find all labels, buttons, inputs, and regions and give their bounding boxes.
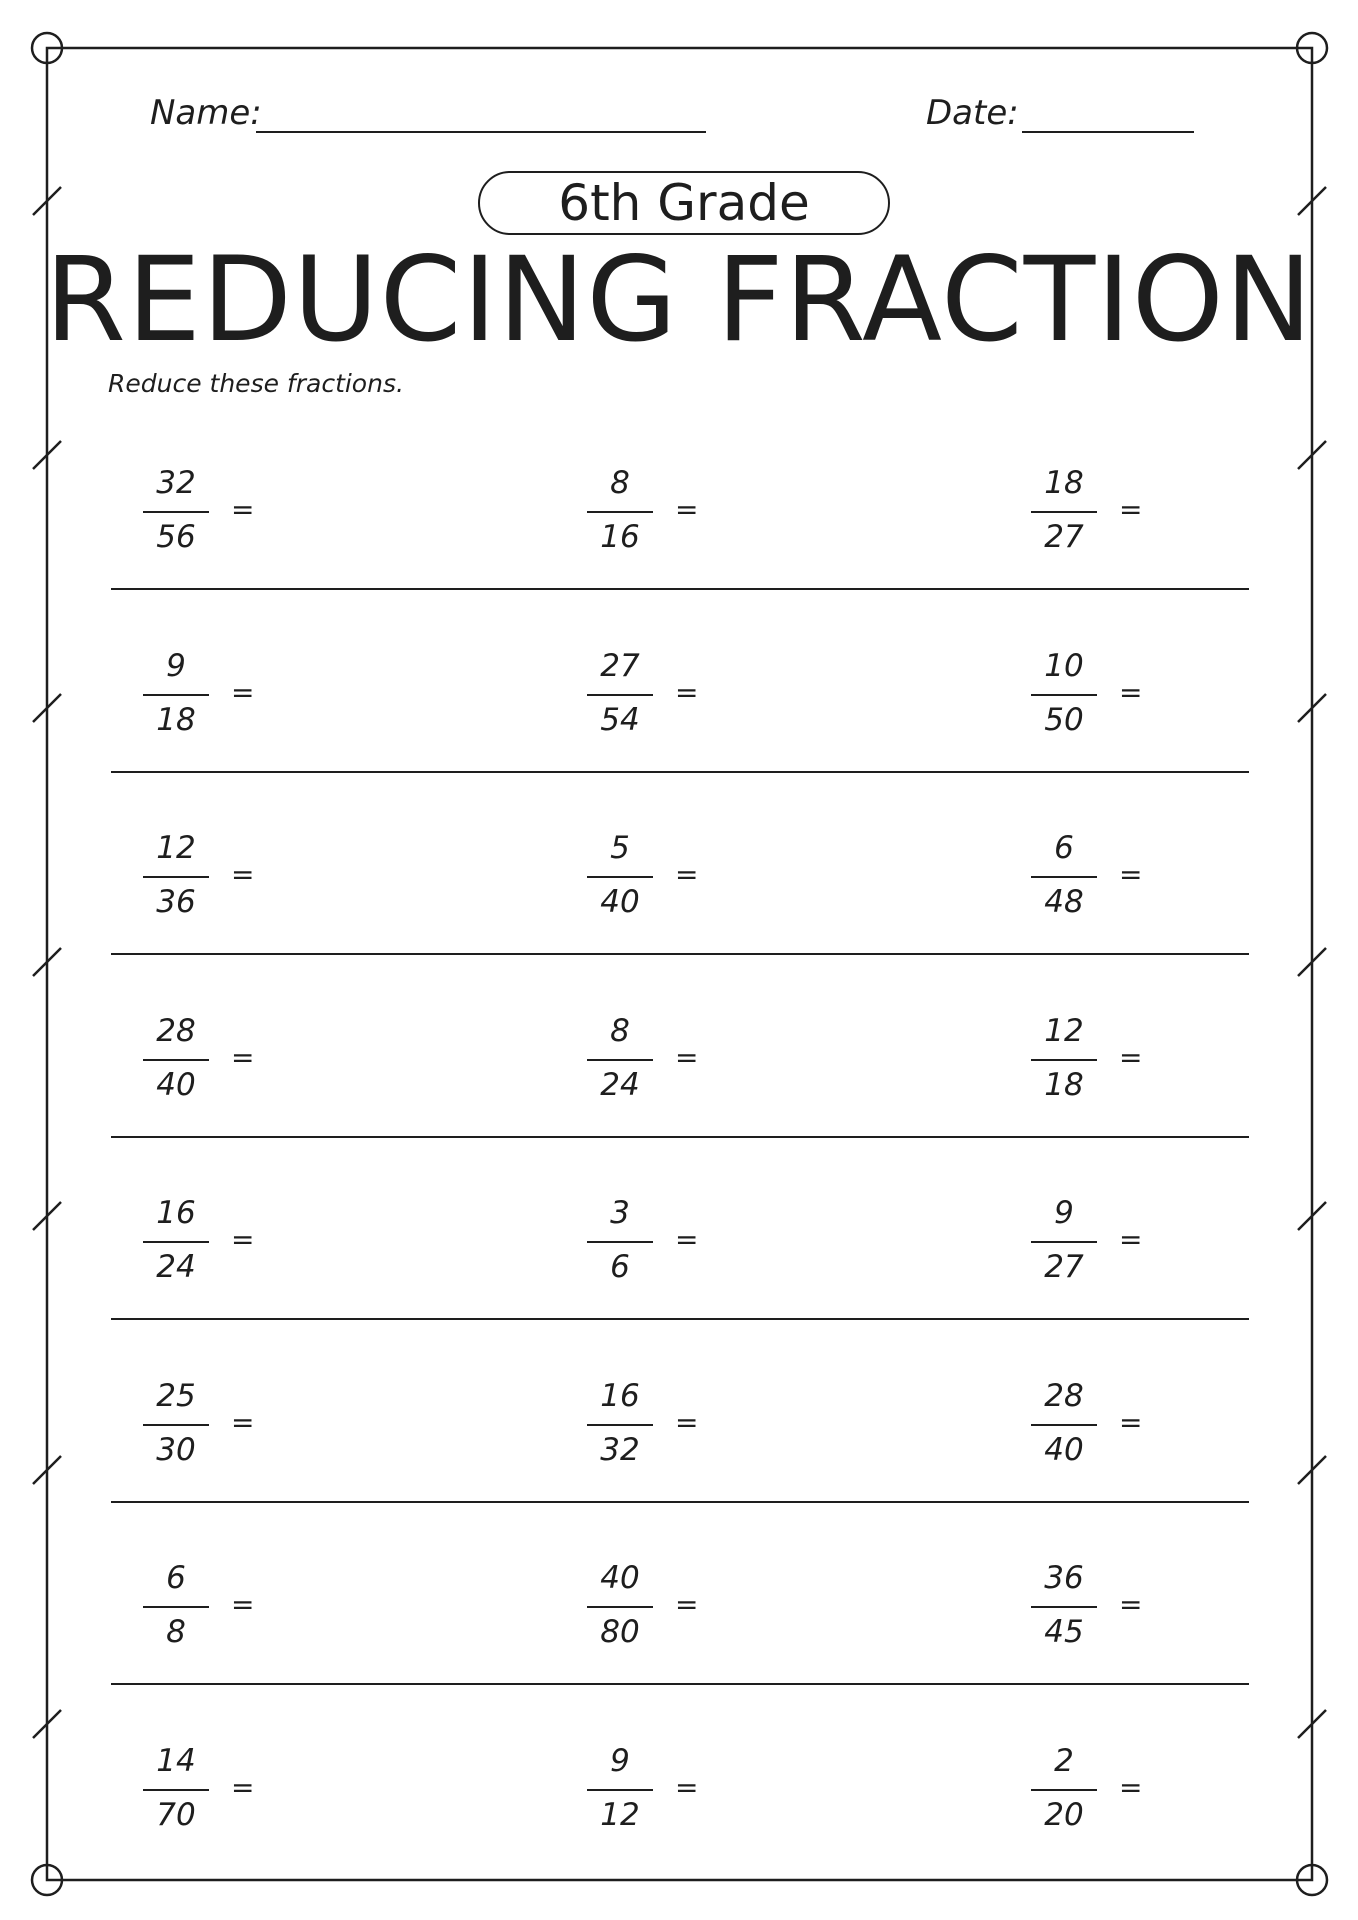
denominator: 54 xyxy=(600,701,640,738)
fraction-problem xyxy=(1029,1708,1229,1838)
numerator: 28 xyxy=(156,1012,196,1049)
fraction xyxy=(141,430,211,560)
problem-row xyxy=(0,1343,1358,1525)
denominator: 40 xyxy=(1044,1431,1084,1468)
numerator: 2 xyxy=(1054,1742,1074,1779)
date-label: Date: xyxy=(926,93,1019,133)
fraction xyxy=(1029,613,1099,743)
name-label: Name: xyxy=(150,93,262,133)
equals-sign: = xyxy=(231,1040,255,1074)
denominator: 24 xyxy=(156,1249,196,1285)
equals-sign: = xyxy=(675,858,699,891)
numerator: 3 xyxy=(610,1195,630,1231)
equals-sign: = xyxy=(231,493,255,526)
fraction-problem xyxy=(585,978,785,1108)
fraction-problem xyxy=(585,613,785,743)
name-field[interactable] xyxy=(256,131,706,133)
fraction-problem xyxy=(1029,1343,1229,1473)
equals-sign: = xyxy=(675,1040,699,1074)
fraction-problem xyxy=(141,613,341,743)
denominator: 50 xyxy=(1044,701,1084,738)
fraction xyxy=(585,978,655,1108)
fraction-problem xyxy=(1029,1160,1229,1290)
fraction-problem xyxy=(141,1708,341,1838)
fraction-problem xyxy=(1029,795,1229,925)
equals-sign: = xyxy=(1119,493,1143,526)
row-divider xyxy=(111,1501,1249,1503)
numerator: 12 xyxy=(1044,1012,1084,1049)
denominator: 40 xyxy=(600,884,640,920)
fraction-bar xyxy=(587,1424,653,1426)
fraction-bar xyxy=(143,1789,209,1791)
denominator: 36 xyxy=(156,884,196,920)
fraction-problem xyxy=(585,430,785,560)
denominator: 40 xyxy=(156,1066,196,1103)
fraction-problem xyxy=(1029,430,1229,560)
fraction-problem xyxy=(141,1343,341,1473)
fraction-problem xyxy=(585,795,785,925)
denominator: 20 xyxy=(1044,1796,1084,1833)
fraction-problem xyxy=(585,1525,785,1655)
fraction-bar xyxy=(587,1606,653,1608)
fraction-bar xyxy=(143,1059,209,1061)
denominator: 6 xyxy=(610,1249,630,1285)
fraction-bar xyxy=(1031,694,1097,696)
equals-sign: = xyxy=(231,1405,255,1439)
problem-row xyxy=(0,1708,1358,1890)
row-divider xyxy=(111,1136,1249,1138)
equals-sign: = xyxy=(675,1770,699,1804)
equals-sign: = xyxy=(1119,675,1143,709)
fraction xyxy=(585,1708,655,1838)
fraction xyxy=(585,1525,655,1655)
equals-sign: = xyxy=(1119,1405,1143,1439)
equals-sign: = xyxy=(231,1223,255,1256)
fraction xyxy=(141,1708,211,1838)
equals-sign: = xyxy=(1119,1588,1143,1621)
denominator: 48 xyxy=(1044,884,1084,920)
numerator: 10 xyxy=(1044,647,1084,684)
fraction xyxy=(585,430,655,560)
problem-row xyxy=(0,795,1358,977)
fraction xyxy=(141,795,211,925)
denominator: 12 xyxy=(600,1796,640,1833)
numerator: 16 xyxy=(600,1377,640,1414)
denominator: 45 xyxy=(1044,1614,1084,1650)
fraction-bar xyxy=(587,511,653,513)
fraction-problem xyxy=(141,795,341,925)
denominator: 56 xyxy=(156,519,196,555)
fraction xyxy=(585,1160,655,1290)
fraction xyxy=(141,1343,211,1473)
equals-sign: = xyxy=(231,1588,255,1621)
fraction-bar xyxy=(143,876,209,878)
equals-sign: = xyxy=(675,1588,699,1621)
denominator: 30 xyxy=(156,1431,196,1468)
fraction-problem xyxy=(141,430,341,560)
fraction xyxy=(1029,795,1099,925)
left-border-tick xyxy=(33,187,61,215)
fraction-bar xyxy=(1031,1059,1097,1061)
fraction-bar xyxy=(143,1606,209,1608)
denominator: 24 xyxy=(600,1066,640,1103)
fraction xyxy=(1029,1525,1099,1655)
row-divider xyxy=(111,588,1249,590)
fraction xyxy=(1029,430,1099,560)
fraction-problem xyxy=(585,1343,785,1473)
fraction-bar xyxy=(1031,1241,1097,1243)
fraction xyxy=(141,1160,211,1290)
fraction-bar xyxy=(587,1059,653,1061)
equals-sign: = xyxy=(231,858,255,891)
numerator: 8 xyxy=(610,465,630,501)
denominator: 32 xyxy=(600,1431,640,1468)
numerator: 14 xyxy=(156,1742,196,1779)
equals-sign: = xyxy=(1119,1770,1143,1804)
fraction-bar xyxy=(143,511,209,513)
numerator: 40 xyxy=(600,1560,640,1596)
problem-row xyxy=(0,978,1358,1160)
fraction xyxy=(1029,978,1099,1108)
fraction-problem xyxy=(1029,978,1229,1108)
fraction-bar xyxy=(143,1424,209,1426)
fraction xyxy=(1029,1343,1099,1473)
numerator: 32 xyxy=(156,465,196,501)
numerator: 6 xyxy=(166,1560,186,1596)
numerator: 5 xyxy=(610,830,630,866)
equals-sign: = xyxy=(675,493,699,526)
fraction-bar xyxy=(143,1241,209,1243)
fraction-problem xyxy=(1029,1525,1229,1655)
fraction-bar xyxy=(587,876,653,878)
numerator: 25 xyxy=(156,1377,196,1414)
numerator: 9 xyxy=(166,647,186,684)
row-divider xyxy=(111,1683,1249,1685)
numerator: 36 xyxy=(1044,1560,1084,1596)
row-divider xyxy=(111,953,1249,955)
fraction xyxy=(585,1343,655,1473)
fraction xyxy=(141,613,211,743)
problem-row xyxy=(0,613,1358,795)
problem-row xyxy=(0,1160,1358,1342)
problem-row xyxy=(0,1525,1358,1707)
fraction-bar xyxy=(143,694,209,696)
equals-sign: = xyxy=(675,1223,699,1256)
equals-sign: = xyxy=(1119,858,1143,891)
denominator: 8 xyxy=(166,1614,186,1650)
grade-badge: 6th Grade xyxy=(478,171,890,235)
corner-circle-top-right xyxy=(1297,33,1327,63)
fraction xyxy=(141,978,211,1108)
equals-sign: = xyxy=(1119,1040,1143,1074)
worksheet-title: REDUCING FRACTION xyxy=(44,231,1314,368)
equals-sign: = xyxy=(231,1770,255,1804)
fraction-bar xyxy=(587,694,653,696)
equals-sign: = xyxy=(675,1405,699,1439)
fraction xyxy=(141,1525,211,1655)
fraction-bar xyxy=(587,1241,653,1243)
fraction-problem xyxy=(141,1160,341,1290)
denominator: 18 xyxy=(156,701,196,738)
fraction-problem xyxy=(1029,613,1229,743)
fraction-bar xyxy=(1031,876,1097,878)
denominator: 16 xyxy=(600,519,640,555)
denominator: 27 xyxy=(1044,1249,1084,1285)
denominator: 80 xyxy=(600,1614,640,1650)
fraction-bar xyxy=(1031,1606,1097,1608)
instructions: Reduce these fractions. xyxy=(108,369,404,398)
numerator: 9 xyxy=(610,1742,630,1779)
numerator: 18 xyxy=(1044,465,1084,501)
corner-circle-top-left xyxy=(32,33,62,63)
right-border-tick xyxy=(1298,187,1326,215)
fraction-bar xyxy=(1031,1789,1097,1791)
denominator: 70 xyxy=(156,1796,196,1833)
date-field[interactable] xyxy=(1022,131,1194,133)
numerator: 28 xyxy=(1044,1377,1084,1414)
numerator: 6 xyxy=(1054,830,1074,866)
fraction-bar xyxy=(1031,511,1097,513)
fraction-problem xyxy=(141,978,341,1108)
problem-row xyxy=(0,430,1358,612)
equals-sign: = xyxy=(1119,1223,1143,1256)
numerator: 8 xyxy=(610,1012,630,1049)
fraction-problem xyxy=(141,1525,341,1655)
numerator: 27 xyxy=(600,647,640,684)
row-divider xyxy=(111,771,1249,773)
fraction-problem xyxy=(585,1708,785,1838)
denominator: 18 xyxy=(1044,1066,1084,1103)
numerator: 16 xyxy=(156,1195,196,1231)
fraction xyxy=(585,613,655,743)
fraction-bar xyxy=(1031,1424,1097,1426)
fraction-problem xyxy=(585,1160,785,1290)
numerator: 12 xyxy=(156,830,196,866)
fraction xyxy=(1029,1160,1099,1290)
numerator: 9 xyxy=(1054,1195,1074,1231)
fraction-bar xyxy=(587,1789,653,1791)
fraction xyxy=(1029,1708,1099,1838)
equals-sign: = xyxy=(231,675,255,709)
equals-sign: = xyxy=(675,675,699,709)
row-divider xyxy=(111,1318,1249,1320)
denominator: 27 xyxy=(1044,519,1084,555)
fraction xyxy=(585,795,655,925)
